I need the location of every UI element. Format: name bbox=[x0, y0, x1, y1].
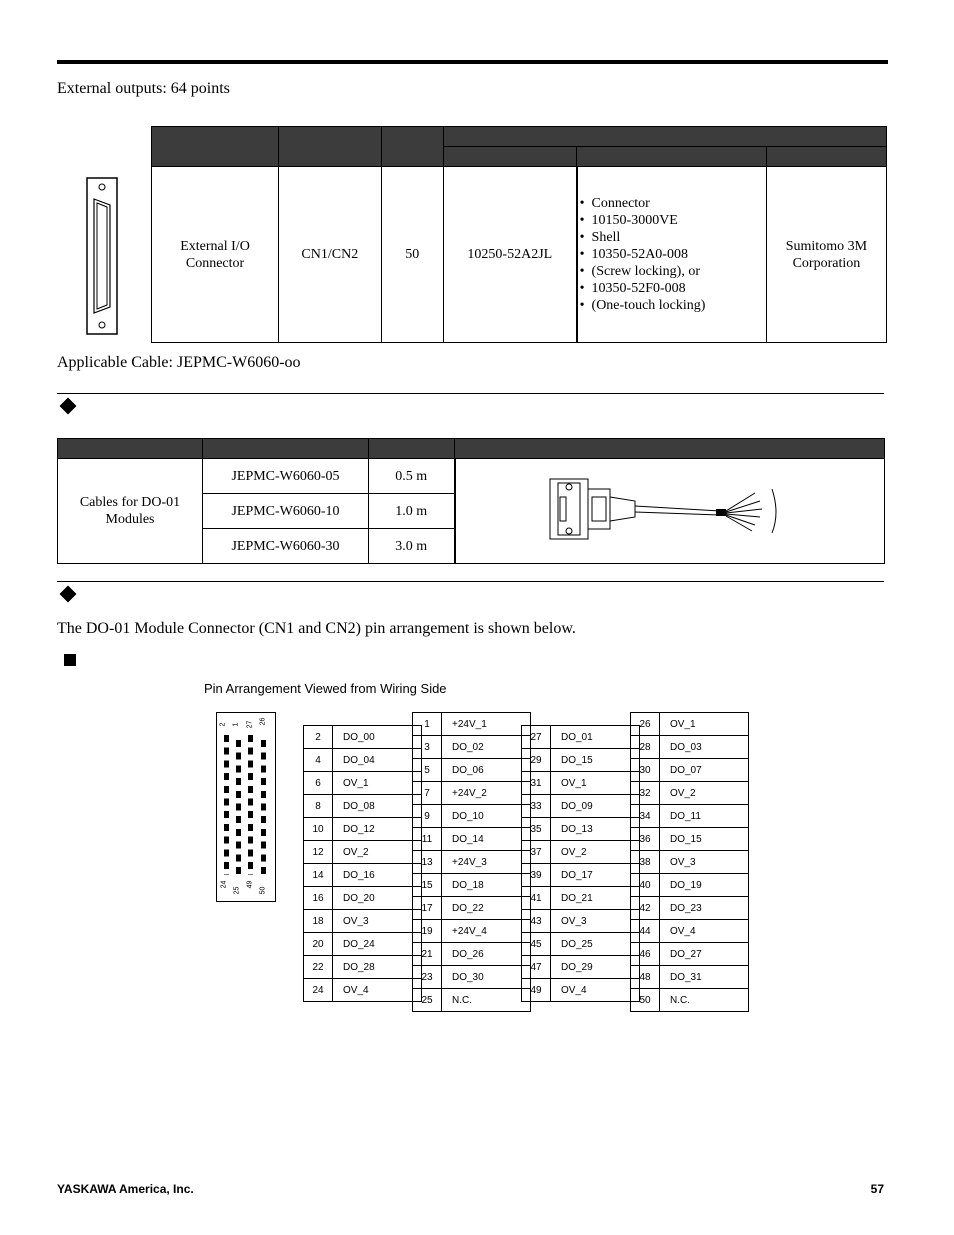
pin-number: 41 bbox=[522, 887, 551, 910]
pin-row bbox=[304, 933, 422, 956]
pin-signal: OV_4 bbox=[660, 920, 749, 943]
pin-signal: DO_11 bbox=[660, 805, 749, 828]
pin-number: 40 bbox=[631, 874, 660, 897]
connector-illustration bbox=[86, 177, 118, 335]
pin-row bbox=[413, 713, 531, 736]
pin-signal: +24V_1 bbox=[442, 713, 531, 736]
pin-table-even-left bbox=[303, 725, 422, 1002]
pin-number: 34 bbox=[631, 805, 660, 828]
pin-row bbox=[522, 864, 640, 887]
pin-row bbox=[413, 874, 531, 897]
pin-row bbox=[522, 887, 640, 910]
pin-signal: DO_28 bbox=[333, 956, 422, 979]
pin-row bbox=[631, 943, 749, 966]
pin-number: 29 bbox=[522, 749, 551, 772]
pin-row bbox=[304, 887, 422, 910]
pin-row bbox=[413, 736, 531, 759]
connector-pin-label: 25 bbox=[233, 886, 241, 895]
pin-row bbox=[304, 956, 422, 979]
pin-signal: DO_14 bbox=[442, 828, 531, 851]
pin-row bbox=[631, 897, 749, 920]
pin-row bbox=[631, 874, 749, 897]
connector-name: External I/O Connector bbox=[152, 167, 279, 343]
pin-row bbox=[304, 910, 422, 933]
pin-number: 15 bbox=[413, 874, 442, 897]
pin-number: 12 bbox=[304, 841, 333, 864]
pin-row bbox=[304, 979, 422, 1002]
pin-row bbox=[304, 864, 422, 887]
pin-row bbox=[413, 759, 531, 782]
pin-row bbox=[631, 920, 749, 943]
connector-pin-label: 26 bbox=[259, 717, 267, 726]
pin-row bbox=[304, 749, 422, 772]
pin-row bbox=[522, 910, 640, 933]
pin-number: 28 bbox=[631, 736, 660, 759]
cable-name: Cables for DO-01 Modules bbox=[58, 459, 203, 564]
pin-signal: DO_02 bbox=[442, 736, 531, 759]
pin-signal: DO_26 bbox=[442, 943, 531, 966]
pin-signal: DO_31 bbox=[660, 966, 749, 989]
pin-signal: OV_1 bbox=[660, 713, 749, 736]
pin-row bbox=[413, 805, 531, 828]
pin-row bbox=[413, 989, 531, 1012]
pin-signal: DO_01 bbox=[551, 726, 640, 749]
pin-table-even-right bbox=[630, 712, 749, 1012]
pin-grid bbox=[224, 735, 268, 875]
connector-pin-label: 2 bbox=[219, 722, 227, 727]
connector-number: CN1/CN2 bbox=[279, 167, 382, 343]
pin-number: 25 bbox=[413, 989, 442, 1012]
pin-connector-diagram bbox=[216, 712, 276, 902]
pin-number: 35 bbox=[522, 818, 551, 841]
page-number: 57 bbox=[870, 1182, 884, 1196]
pin-signal: DO_12 bbox=[333, 818, 422, 841]
pin-signal: DO_15 bbox=[660, 828, 749, 851]
pin-signal: OV_2 bbox=[333, 841, 422, 864]
pin-row bbox=[522, 772, 640, 795]
divider bbox=[57, 581, 884, 582]
pin-row bbox=[522, 795, 640, 818]
pin-row bbox=[413, 828, 531, 851]
pin-signal: OV_2 bbox=[551, 841, 640, 864]
pin-table-odd-left bbox=[412, 712, 531, 1012]
pin-signal: DO_04 bbox=[333, 749, 422, 772]
pin-signal: N.C. bbox=[660, 989, 749, 1012]
pin-row bbox=[631, 966, 749, 989]
pin-number: 44 bbox=[631, 920, 660, 943]
pin-number: 11 bbox=[413, 828, 442, 851]
top-rule bbox=[57, 60, 888, 64]
cable-model: JEPMC-W6060-10 bbox=[203, 494, 369, 529]
pin-signal: DO_00 bbox=[333, 726, 422, 749]
pin-row bbox=[522, 749, 640, 772]
diamond-icon bbox=[60, 586, 77, 603]
module-side-model: 10250-52A2JL bbox=[444, 167, 577, 343]
pin-row bbox=[631, 851, 749, 874]
pin-signal: DO_18 bbox=[442, 874, 531, 897]
cable-length: 1.0 m bbox=[369, 494, 455, 529]
pin-number: 42 bbox=[631, 897, 660, 920]
pin-signal: OV_2 bbox=[660, 782, 749, 805]
pin-row bbox=[631, 805, 749, 828]
pin-number: 23 bbox=[413, 966, 442, 989]
pin-number: 8 bbox=[304, 795, 333, 818]
cable-model: JEPMC-W6060-05 bbox=[203, 459, 369, 494]
pin-signal: DO_30 bbox=[442, 966, 531, 989]
pin-number: 47 bbox=[522, 956, 551, 979]
pin-number: 21 bbox=[413, 943, 442, 966]
pin-number: 46 bbox=[631, 943, 660, 966]
pin-number: 2 bbox=[304, 726, 333, 749]
pin-number: 37 bbox=[522, 841, 551, 864]
pin-row bbox=[631, 828, 749, 851]
pin-signal: DO_25 bbox=[551, 933, 640, 956]
pin-row bbox=[304, 841, 422, 864]
cable-length: 0.5 m bbox=[369, 459, 455, 494]
footer-company: YASKAWA America, Inc. bbox=[57, 1182, 194, 1196]
applicable-cable: Applicable Cable: JEPMC-W6060-oo bbox=[57, 354, 301, 371]
cable-length: 3.0 m bbox=[369, 529, 455, 564]
cable-illustration bbox=[540, 469, 800, 549]
pin-row bbox=[522, 933, 640, 956]
pin-number: 50 bbox=[631, 989, 660, 1012]
pin-table-odd-right bbox=[521, 725, 640, 1002]
pin-row bbox=[304, 726, 422, 749]
pin-number: 27 bbox=[522, 726, 551, 749]
pin-signal: DO_08 bbox=[333, 795, 422, 818]
pin-signal: DO_23 bbox=[660, 897, 749, 920]
pin-number: 36 bbox=[631, 828, 660, 851]
pin-number: 13 bbox=[413, 851, 442, 874]
pin-row bbox=[304, 795, 422, 818]
pin-row bbox=[413, 897, 531, 920]
pin-row bbox=[631, 759, 749, 782]
pin-number: 32 bbox=[631, 782, 660, 805]
pin-row bbox=[522, 979, 640, 1002]
pin-signal: DO_29 bbox=[551, 956, 640, 979]
pin-signal: OV_4 bbox=[333, 979, 422, 1002]
pin-signal: OV_3 bbox=[333, 910, 422, 933]
pin-number: 24 bbox=[304, 979, 333, 1002]
pin-number: 14 bbox=[304, 864, 333, 887]
pin-number: 20 bbox=[304, 933, 333, 956]
pin-number: 26 bbox=[631, 713, 660, 736]
pin-number: 17 bbox=[413, 897, 442, 920]
pin-signal: DO_22 bbox=[442, 897, 531, 920]
pin-signal: DO_20 bbox=[333, 887, 422, 910]
pin-row bbox=[631, 989, 749, 1012]
pin-number: 39 bbox=[522, 864, 551, 887]
cable-side-list: • Connector • 10150-3000VE • Shell • 10350-52A0-008 • (Screw locking), or • 10350-52F0-008 • (One-touch locking) bbox=[577, 167, 767, 343]
connector-pin-label: 27 bbox=[246, 720, 254, 729]
connector-pin-label: 49 bbox=[246, 880, 254, 889]
pin-row bbox=[413, 782, 531, 805]
pin-number: 31 bbox=[522, 772, 551, 795]
pin-signal: OV_1 bbox=[551, 772, 640, 795]
pin-number: 38 bbox=[631, 851, 660, 874]
cable-model: JEPMC-W6060-30 bbox=[203, 529, 369, 564]
pin-number: 43 bbox=[522, 910, 551, 933]
pin-row bbox=[631, 782, 749, 805]
pin-signal: DO_07 bbox=[660, 759, 749, 782]
pin-signal: OV_3 bbox=[551, 910, 640, 933]
pin-number: 1 bbox=[413, 713, 442, 736]
pin-row bbox=[522, 818, 640, 841]
diamond-icon bbox=[60, 398, 77, 415]
pin-row bbox=[522, 841, 640, 864]
pin-signal: OV_4 bbox=[551, 979, 640, 1002]
manufacturer: Sumitomo 3M Corporation bbox=[766, 167, 886, 343]
pin-row bbox=[413, 851, 531, 874]
divider bbox=[57, 393, 884, 394]
pin-signal: N.C. bbox=[442, 989, 531, 1012]
pin-signal: DO_09 bbox=[551, 795, 640, 818]
pin-number: 45 bbox=[522, 933, 551, 956]
pin-row bbox=[413, 943, 531, 966]
cable-illustration-cell bbox=[455, 459, 885, 564]
pin-signal: DO_03 bbox=[660, 736, 749, 759]
pin-number: 49 bbox=[522, 979, 551, 1002]
cable-table bbox=[57, 438, 885, 564]
pin-signal: DO_10 bbox=[442, 805, 531, 828]
pin-number: 3 bbox=[413, 736, 442, 759]
pin-signal: +24V_4 bbox=[442, 920, 531, 943]
pin-row bbox=[304, 772, 422, 795]
pin-count: 50 bbox=[381, 167, 443, 343]
pin-signal: DO_06 bbox=[442, 759, 531, 782]
pin-signal: DO_27 bbox=[660, 943, 749, 966]
connector-pin-label: 24 bbox=[220, 880, 228, 889]
square-bullet-icon bbox=[64, 654, 76, 666]
pin-signal: DO_24 bbox=[333, 933, 422, 956]
pin-row bbox=[522, 956, 640, 979]
pin-signal: OV_3 bbox=[660, 851, 749, 874]
pin-number: 33 bbox=[522, 795, 551, 818]
connector-pin-label: 1 bbox=[232, 722, 240, 727]
pin-row bbox=[631, 713, 749, 736]
pin-signal: +24V_3 bbox=[442, 851, 531, 874]
pin-row bbox=[413, 966, 531, 989]
pin-signal: OV_1 bbox=[333, 772, 422, 795]
pin-number: 30 bbox=[631, 759, 660, 782]
pin-number: 9 bbox=[413, 805, 442, 828]
pin-row bbox=[304, 818, 422, 841]
pin-signal: DO_17 bbox=[551, 864, 640, 887]
pin-signal: +24V_2 bbox=[442, 782, 531, 805]
pin-number: 22 bbox=[304, 956, 333, 979]
pin-signal: DO_13 bbox=[551, 818, 640, 841]
pin-number: 7 bbox=[413, 782, 442, 805]
pin-number: 48 bbox=[631, 966, 660, 989]
pin-signal: DO_16 bbox=[333, 864, 422, 887]
pin-signal: DO_19 bbox=[660, 874, 749, 897]
pin-signal: DO_15 bbox=[551, 749, 640, 772]
pin-number: 6 bbox=[304, 772, 333, 795]
connector-pin-label: 50 bbox=[259, 886, 267, 895]
pin-row bbox=[522, 726, 640, 749]
pin-number: 16 bbox=[304, 887, 333, 910]
pin-caption: Pin Arrangement Viewed from Wiring Side bbox=[204, 681, 447, 696]
pin-number: 4 bbox=[304, 749, 333, 772]
pin-number: 10 bbox=[304, 818, 333, 841]
pin-number: 19 bbox=[413, 920, 442, 943]
pin-row bbox=[413, 920, 531, 943]
pin-number: 5 bbox=[413, 759, 442, 782]
pin-signal: DO_21 bbox=[551, 887, 640, 910]
section-heading: External outputs: 64 points bbox=[57, 80, 230, 97]
pin-intro: The DO-01 Module Connector (CN1 and CN2) pin arrangement is shown below. bbox=[57, 620, 576, 637]
pin-row bbox=[631, 736, 749, 759]
connector-table bbox=[151, 126, 887, 343]
pin-number: 18 bbox=[304, 910, 333, 933]
